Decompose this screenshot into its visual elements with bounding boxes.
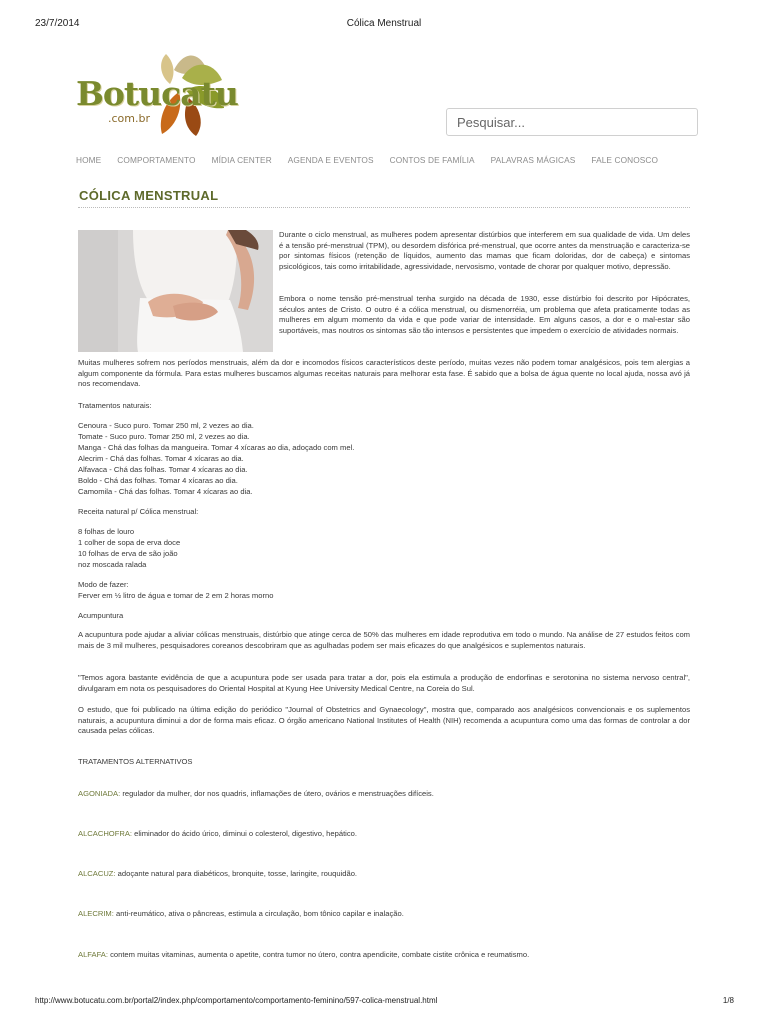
- acupuncture-paragraph-2: "Temos agora bastante evidência de que a acupuntura pode ser usada para tratar a dor, pois ela estimula a produção de endorfinas e serotonina no sistema nervoso central", divulgaram em nota os pesquisadores do Oriental Hospital at Kyung Hee University Medical Centre, na Coreia do Sul.: [78, 673, 690, 693]
- acupuncture-paragraph-1: A acupuntura pode ajudar a aliviar cólicas menstruais, distúrbio que atinge cerca de 50% das mulheres em idade reprodutiva em todo o mundo. Na análise de 27 estudos feitos com mais de 3 mil mulheres, pesquisadores coreanos descobriram que as agulhadas podem ser mais eficazes do que analgésicos e suplementos naturais.: [78, 630, 690, 650]
- nav-comportamento[interactable]: COMPORTAMENTO: [117, 155, 196, 165]
- list-item: Alfavaca - Chá das folhas. Tomar 4 xícaras ao dia.: [78, 465, 248, 474]
- logo-name: Botucatu: [76, 74, 238, 113]
- intro-paragraph-2: Embora o nome tensão pré-menstrual tenha surgido na década de 1930, esse distúrbio foi descrito por Hipócrates, séculos antes de Cristo. O outro é a cólica menstrual, ou dismenorréia, um problema que afeta praticamente todas as mulheres em algum momento da vida e que pode variar de intensidade. Em alguns casos, a dor e o mal-estar são suportáveis, mas noutros os sintomas são tão intensos e persistentes que impedem o exercício de atividades normais.: [279, 294, 690, 335]
- site-logo[interactable]: [74, 50, 238, 140]
- alt-item-name: AGONIADA:: [78, 789, 121, 798]
- alt-item-text: regulador da mulher, dor nos quadris, inflamações de útero, ovários e menstruações difíceis.: [120, 789, 434, 798]
- acupuncture-paragraph-3: O estudo, que foi publicado na última edição do periódico "Journal of Obstetrics and Gynaecology", mostra que, comparado aos analgésicos convencionais e os suplementos naturais, a acupuntura diminui a dor de forma mais eficaz. O órgão americano National Institutes of Health (NIH) recomenda a acupuntura como uma das formas de controlar a dor causada pelas cólicas.: [78, 705, 690, 736]
- alt-item-text: eliminador do ácido úrico, diminui o colesterol, digestivo, hepático.: [132, 829, 357, 838]
- search-input[interactable]: [446, 108, 698, 136]
- alt-item-name: ALCACUZ:: [78, 869, 116, 878]
- list-item: Alecrim - Chá das folhas. Tomar 4 xícaras ao dia.: [78, 454, 244, 463]
- alternatives-heading: TRATAMENTOS ALTERNATIVOS: [78, 757, 193, 766]
- alt-item-name: ALCACHOFRA:: [78, 829, 133, 838]
- list-item: 8 folhas de louro: [78, 527, 135, 536]
- list-item: Boldo - Chá das folhas. Tomar 4 xícaras ao dia.: [78, 476, 238, 485]
- nav-agenda-eventos[interactable]: AGENDA E EVENTOS: [287, 155, 374, 165]
- alt-item-text: adoçante natural para diabéticos, bronquite, tosse, laringite, rouquidão.: [115, 869, 358, 878]
- alt-item: [78, 829, 690, 840]
- list-item: Camomila - Chá das folhas. Tomar 4 xícaras ao dia.: [78, 487, 253, 496]
- list-item: 1 colher de sopa de erva doce: [78, 538, 181, 547]
- print-date: 23/7/2014: [35, 18, 80, 29]
- method-heading: Modo de fazer:: [78, 580, 129, 589]
- alt-item-name: ALFAFA:: [78, 950, 108, 959]
- main-nav: [76, 155, 674, 169]
- print-url[interactable]: http://www.botucatu.com.br/portal2/index.php/comportamento/comportamento-feminino/597-colica-menstrual.html: [35, 996, 438, 1005]
- logo-domain: .com.br: [108, 112, 150, 125]
- method-text: Ferver em ½ litro de água e tomar de 2 em 2 horas morno: [78, 591, 274, 600]
- nav-palavras-magicas[interactable]: PALAVRAS MÁGICAS: [490, 155, 576, 165]
- list-item: Manga - Chá das folhas da mangueira. Tomar 4 xícaras ao dia, adoçado com mel.: [78, 443, 355, 452]
- title-divider: [78, 207, 690, 208]
- nav-home[interactable]: HOME: [76, 155, 102, 165]
- alt-item-text: contem muitas vitaminas, aumenta o apetite, contra tumor no útero, contra apendicite, combate cistite crônica e reumatismo.: [107, 950, 530, 959]
- acupuncture-heading: Acumpuntura: [78, 611, 124, 620]
- alt-item: [78, 909, 690, 920]
- intro-paragraph-1: Durante o ciclo menstrual, as mulheres podem apresentar distúrbios que interferem em sua qualidade de vida. Um deles é a tensão pré-menstrual (TPM), ou desordem disfórica pré-menstrual, que ocorre antes da menstruação e caracteriza-se por sintomas físicos (retenção de líquidos, aumento das mamas que ficam doloridas, dor de cabeça) e sintomas psicológicos, tais como irritabilidade, agressividade, nervosismo, vontade de chorar por qualquer motivo, depressão.: [279, 230, 690, 271]
- page-title: CÓLICA MENSTRUAL: [79, 188, 219, 203]
- list-item: Tomate - Suco puro. Tomar 250 ml, 2 vezes ao dia.: [78, 432, 250, 441]
- list-item: 10 folhas de erva de são joão: [78, 549, 178, 558]
- alt-item: [78, 950, 690, 961]
- print-title: Cólica Menstrual: [346, 18, 422, 29]
- article-photo: [78, 230, 273, 352]
- nav-fale-conosco[interactable]: FALE CONOSCO: [591, 155, 659, 165]
- intro-paragraph-3: Muitas mulheres sofrem nos períodos menstruais, além da dor e incomodos físicos característicos deste período, muitas vezes não podem tomar analgésicos, pois tem alergias a algum componente da fórmula. Para estas mulheres buscamos algumas receitas naturais para melhorar esta fase. É sabido que a bolsa de água quente no local ajuda, nossa avó já nos recomendava.: [78, 358, 690, 389]
- natural-heading: Tratamentos naturais:: [78, 401, 152, 410]
- nav-midia-center[interactable]: MÍDIA CENTER: [211, 155, 272, 165]
- list-item: noz moscada ralada: [78, 560, 147, 569]
- alt-item-name: ALECRIM:: [78, 909, 114, 918]
- alt-item: [78, 869, 690, 880]
- list-item: Cenoura - Suco puro. Tomar 250 ml, 2 vezes ao dia.: [78, 421, 254, 430]
- alt-item: [78, 789, 690, 800]
- alt-item-text: anti-reumático, ativa o pâncreas, estimula a circulação, bom tônico capilar e inalação.: [113, 909, 404, 918]
- nav-contos-familia[interactable]: CONTOS DE FAMÍLIA: [389, 155, 475, 165]
- page-number: 1/8: [722, 996, 734, 1005]
- recipe-heading: Receita natural p/ Cólica menstrual:: [78, 507, 199, 516]
